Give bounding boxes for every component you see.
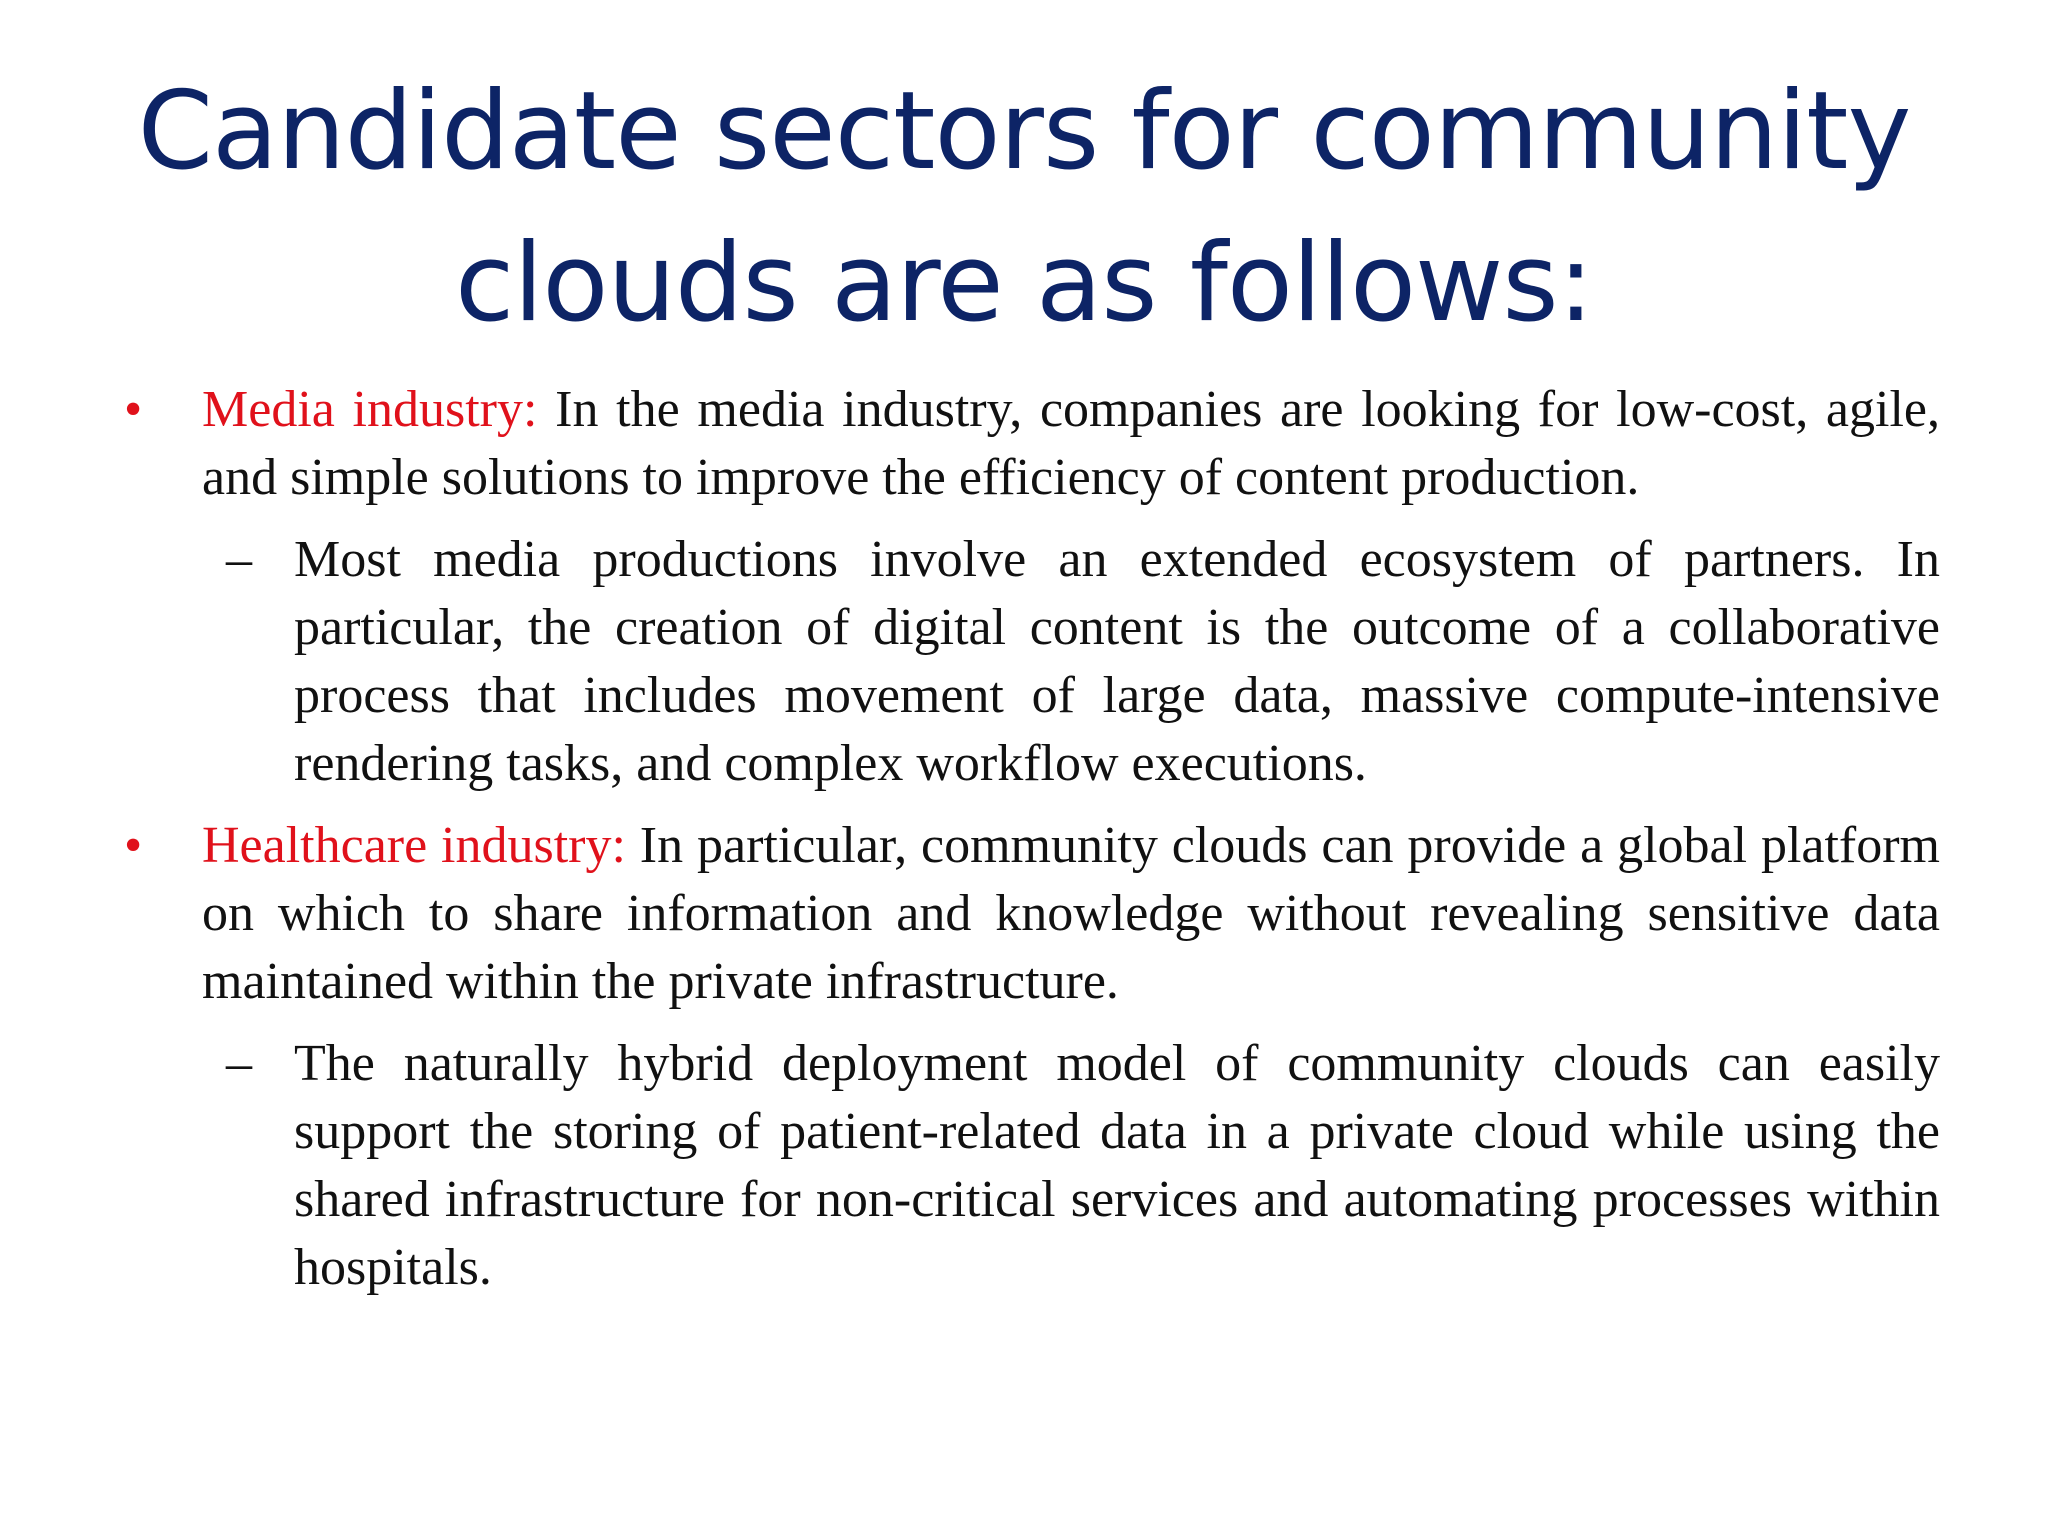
- title-line-1: Candidate sectors for community: [137, 69, 1911, 194]
- title-line-2: clouds are as follows:: [455, 221, 1593, 346]
- bullet-lead-media: Media industry:: [202, 381, 538, 438]
- sub-bullet-text-media: Most media productions involve an extended ecosystem of partners. In particular, the creation of digital content is the outcome of a collaborative process that includes movement of large data, massive compute-intensive rendering tasks, and complex workflow executions.: [294, 531, 1940, 792]
- slide-title: [100, 56, 1948, 360]
- dash-marker: –: [226, 1035, 252, 1092]
- bullet-marker: •: [124, 817, 143, 874]
- sub-bullet-text-healthcare: The naturally hybrid deployment model of community clouds can easily support the storing of patient-related data in a private cloud while using the shared infrastructure for non-critical services and automating processes within hospitals.: [294, 1035, 1940, 1296]
- bullet-lead-healthcare: Healthcare industry:: [202, 817, 626, 874]
- bullet-marker: •: [124, 381, 143, 438]
- dash-marker: –: [226, 531, 252, 588]
- bullet-text-healthcare: In particular, community clouds can provide a global platform on which to share information and knowledge without revealing sensitive data maintained within the private infrastructure.: [202, 817, 1940, 1010]
- sub-bullet-media: [120, 526, 1940, 798]
- sub-bullet-healthcare: [120, 1030, 1940, 1302]
- bullet-text-media: In the media industry, companies are looking for low-cost, agile, and simple solutions to improve the efficiency of content production.: [202, 381, 1940, 506]
- bullet-media-industry: [120, 376, 1940, 512]
- bullet-healthcare-industry: [120, 812, 1940, 1016]
- bullet-list: [120, 376, 1940, 1316]
